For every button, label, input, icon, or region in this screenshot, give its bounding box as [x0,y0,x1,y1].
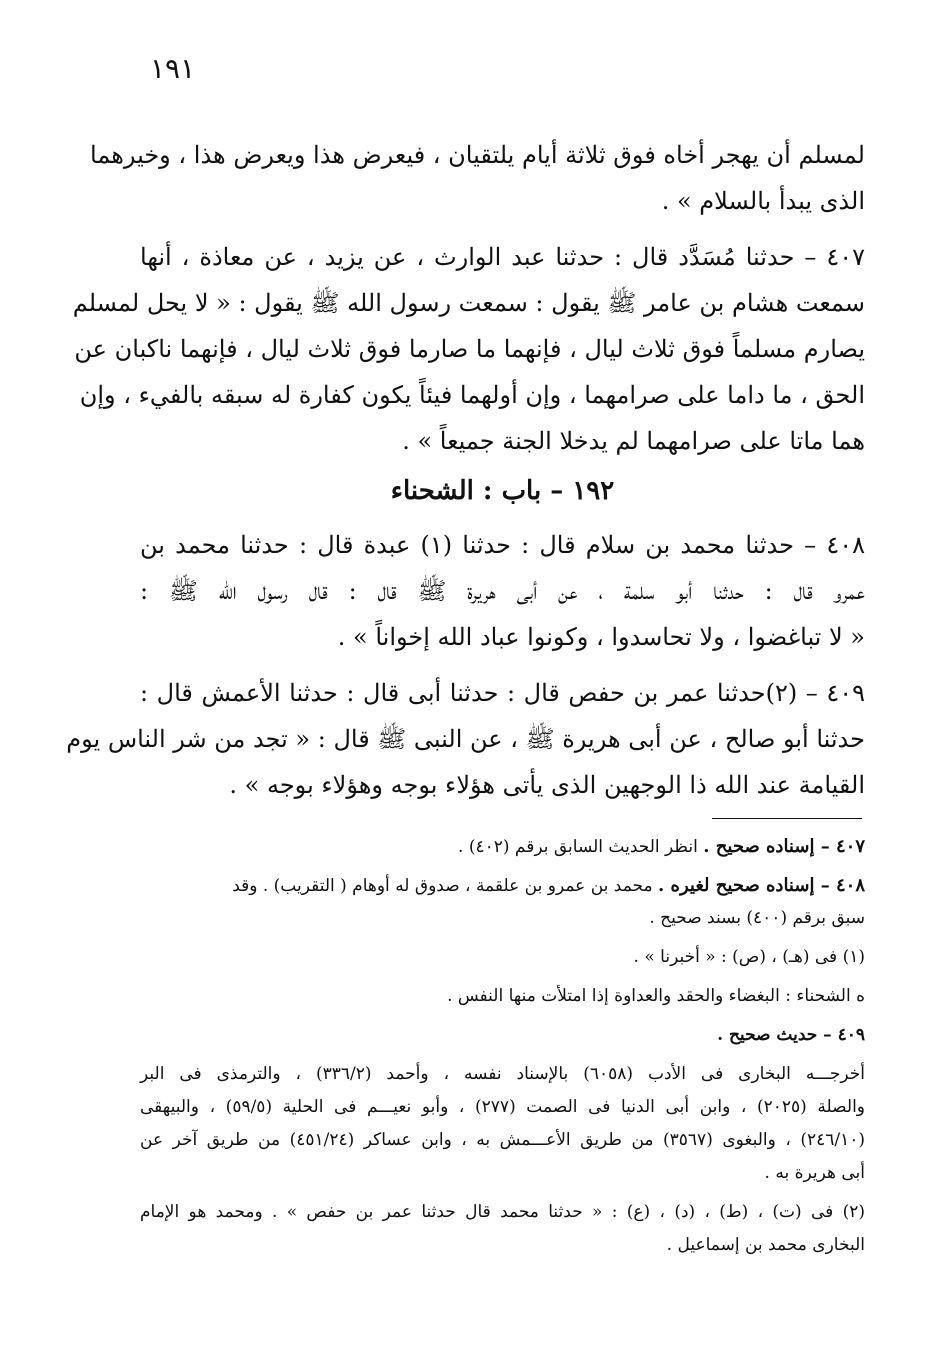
text-line: ٤٠٩ – (٢)حدثنا عمر بن حفص قال : حدثنا أبى قال : حدثنا الأعمش قال : [140,679,865,707]
text-line: القيامة عند الله ذا الوجهين الذى يأتى هؤلاء بوجه وهؤلاء بوجه » . [229,771,865,799]
hadith-407 [72,234,865,464]
text-line: يصارم مسلماً فوق ثلاث ليال ، فإنهما ما صارما فوق ثلاث ليال ، فإنهما ناكبان عن [74,335,865,363]
text-line: ٤٠٨ – حدثنا محمد بن سلام قال : حدثنا (١) عبدة قال : حدثنا محمد بن [140,531,865,559]
text-line: حدثنا أبو صالح ، عن أبى هريرة ﷺ ، عن النبى ﷺ قال : « تجد من شر الناس يوم [66,725,865,753]
text-line: سمعت هشام بن عامر ﷺ يقول : سمعت رسول الله ﷺ يقول : « لا يحل لمسلم [72,289,865,317]
footnote-409-grade: ٤٠٩ – حديث صحيح . [717,1025,865,1045]
footnote-grade: ٤٠٧ – إسناده صحيح . [703,836,865,857]
footnote-text: البخارى محمد بن إسماعيل . [666,1235,865,1255]
footnote-divider [712,818,862,819]
chapter-heading: ١٩٢ – باب : الشحناء [390,476,615,506]
footnote-text: سبق برقم (٤٠٠) بسند صحيح . [649,908,865,928]
main-text [66,132,866,808]
text-line: ٤٠٧ – حدثنا مُسَدَّد قال : حدثنا عبد الوارث ، عن يزيد ، عن معاذة ، أنها [140,243,865,271]
hadith-409 [66,670,865,808]
text-line: الحق ، ما داما على صرامهما ، وإن أولهما فيئاً يكون كفارة له سبقه بالفيء ، وإن [79,381,865,409]
footnote-408 [140,869,865,902]
footnote-text: محمد بن عمرو بن علقمة ، صدوق له أوهام ( التقريب) . وقد [232,876,659,896]
footnote-409-takhrij [140,1058,865,1190]
footnote-text: أخرجـــه البخارى فى الأدب (٦٠٥٨) بالإسناد نفسه ، وأحمد (٣٣٦/٢) ، والترمذى فى البر [140,1064,865,1084]
footnote-variant-2 [140,1196,865,1262]
text-line: عمرو قال : حدثنا أبو سلمة ، عن أبى هريرة ﷺ قال : قال رسول الله ﷺ : [140,577,866,605]
footnote-grade: ٤٠٨ – إسناده صحيح لغيره . [658,875,865,896]
text-line: هما ماتا على صرامهما لم يدخلا الجنة جميعاً » . [402,427,865,455]
footnote-text: (٢٤٦/١٠) ، والبغوى (٣٥٦٧) من طريق الأعـــمش به ، وابن عساكر (٤٥١/٢٤) من طريق آخر عن [140,1130,866,1150]
paragraph-continuation [90,132,865,224]
footnote-text: (٢) فى (ت) ، (ط) ، (د) ، (ع) : « حدثنا محمد قال حدثنا عمر بن حفص » . ومحمد هو الإمام [140,1202,865,1222]
footnotes [140,830,865,1262]
footnote-text: والصلة (٢٠٢٥) ، وابن أبى الدنيا فى الصمت (٢٧٧) ، وأبو نعيـــم فى الحلية (٥٩/٥) ، والبيهقى [140,1097,866,1117]
page-number: ١٩١ [150,52,196,85]
footnote-definition: ه الشحناء : البغضاء والحقد والعداوة إذا امتلأت منها النفس . [447,986,865,1006]
footnote-407 [140,830,865,863]
text-line: « لا تباغضوا ، ولا تحاسدوا ، وكونوا عباد الله إخواناً » . [337,623,865,651]
text-line: الذى يبدأ بالسلام » . [661,187,865,215]
hadith-408 [140,522,865,660]
text-line: لمسلم أن يهجر أخاه فوق ثلاثة أيام يلتقيان ، فيعرض هذا ويعرض هذا ، وخيرهما [90,141,865,169]
footnote-variant-1: (١) فى (هـ) ، (ص) : « أخبرنا » . [633,947,865,967]
footnote-text: انظر الحديث السابق برقم (٤٠٢) . [458,837,704,857]
footnote-text: أبى هريرة به . [764,1163,865,1183]
